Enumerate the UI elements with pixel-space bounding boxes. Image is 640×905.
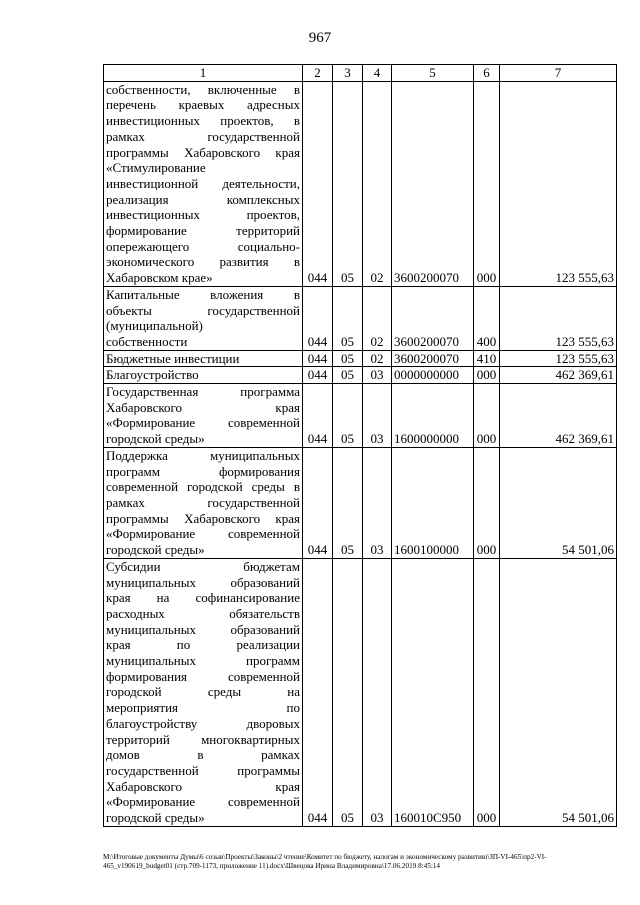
amount: 54 501,06 <box>500 558 617 826</box>
header-row <box>104 65 617 82</box>
target-article-code: 3600200070 <box>392 286 474 350</box>
description-line: инвестиционных проектов, в <box>106 113 300 129</box>
description-line: перечень краевых адресных <box>106 97 300 113</box>
header-col-7: 7 <box>500 65 617 82</box>
description-line: реализация комплексных <box>106 191 300 207</box>
row-description <box>104 558 303 826</box>
description-line: городской среды на <box>106 684 300 700</box>
ministry-code: 044 <box>303 81 333 286</box>
expense-type-code: 000 <box>474 367 500 384</box>
amount: 54 501,06 <box>500 447 617 558</box>
header-col-6: 6 <box>474 65 500 82</box>
description-line: Благоустройство <box>106 367 199 383</box>
description-line: городской среды» <box>106 542 205 558</box>
subsection-code: 02 <box>363 81 392 286</box>
row-description <box>104 81 303 286</box>
row-description <box>104 384 303 448</box>
description-line: объекты государственной <box>106 302 300 318</box>
header-col-5: 5 <box>392 65 474 82</box>
description-line: формирования современной <box>106 668 300 684</box>
row-description <box>104 286 303 350</box>
ministry-code: 044 <box>303 350 333 367</box>
target-article-code: 3600200070 <box>392 350 474 367</box>
section-code: 05 <box>333 447 363 558</box>
description-line: Капитальные вложения в <box>106 286 300 302</box>
target-article-code: 0000000000 <box>392 367 474 384</box>
section-code: 05 <box>333 384 363 448</box>
description-line: государственной программы <box>106 762 300 778</box>
description-line: Бюджетные инвестиции <box>106 350 240 366</box>
subsection-code: 03 <box>363 367 392 384</box>
target-article-code: 1600100000 <box>392 447 474 558</box>
section-code: 05 <box>333 558 363 826</box>
ministry-code: 044 <box>303 384 333 448</box>
amount: 123 555,63 <box>500 350 617 367</box>
description-line: (муниципальной) <box>106 318 203 334</box>
table-row <box>104 286 617 350</box>
description-line: муниципальных образований <box>106 621 300 637</box>
description-line: формирование территорий <box>106 223 300 239</box>
table-row <box>104 558 617 826</box>
description-line: собственности, включенные в <box>106 81 300 97</box>
target-article-code: 1600000000 <box>392 384 474 448</box>
table-row <box>104 350 617 367</box>
table-row <box>104 447 617 558</box>
subsection-code: 03 <box>363 384 392 448</box>
description-line: инвестиционных проектов, <box>106 207 300 223</box>
description-line: рамках государственной <box>106 128 300 144</box>
expense-type-code: 410 <box>474 350 500 367</box>
header-col-2: 2 <box>303 65 333 82</box>
description-line: «Формирование современной <box>106 794 300 810</box>
budget-table <box>103 64 617 827</box>
file-path-footer <box>103 853 618 871</box>
description-line: инвестиционной деятельности, <box>106 175 300 191</box>
description-line: Хабаровском крае» <box>106 270 213 286</box>
description-line: Субсидии бюджетам <box>106 558 300 574</box>
expense-type-code: 400 <box>474 286 500 350</box>
description-line: программы Хабаровского края <box>106 510 300 526</box>
subsection-code: 03 <box>363 447 392 558</box>
description-line: муниципальных образований <box>106 574 300 590</box>
table-row <box>104 367 617 384</box>
expense-type-code: 000 <box>474 558 500 826</box>
header-col-1: 1 <box>104 65 303 82</box>
section-code: 05 <box>333 367 363 384</box>
section-code: 05 <box>333 81 363 286</box>
description-line: рамках государственной <box>106 494 300 510</box>
expense-type-code: 000 <box>474 384 500 448</box>
description-line: Хабаровского края <box>106 399 300 415</box>
subsection-code: 03 <box>363 558 392 826</box>
description-line: Поддержка муниципальных <box>106 447 300 463</box>
header-col-3: 3 <box>333 65 363 82</box>
description-line: Хабаровского края <box>106 778 300 794</box>
expense-type-code: 000 <box>474 81 500 286</box>
header-col-4: 4 <box>363 65 392 82</box>
footer-line-2: 465_v190619_budget01 (стр.709-1173, приложение 11).docx\Швецова Ирина Владимировна\17.06.2019 8:45:14 <box>103 862 441 870</box>
amount: 123 555,63 <box>500 81 617 286</box>
description-line: городской среды» <box>106 810 205 826</box>
description-line: «Стимулирование <box>106 160 206 176</box>
description-line: края на софинансирование <box>106 590 300 606</box>
ministry-code: 044 <box>303 447 333 558</box>
row-description <box>104 367 303 384</box>
subsection-code: 02 <box>363 350 392 367</box>
description-line: муниципальных программ <box>106 653 300 669</box>
description-line: городской среды» <box>106 431 205 447</box>
row-description <box>104 350 303 367</box>
description-line: Государственная программа <box>106 384 300 400</box>
amount: 462 369,61 <box>500 384 617 448</box>
description-line: благоустройству дворовых <box>106 715 300 731</box>
page-number: 967 <box>308 30 332 46</box>
description-line: домов в рамках <box>106 747 300 763</box>
description-line: современной городской среды в <box>106 479 300 495</box>
section-code: 05 <box>333 286 363 350</box>
description-line: опережающего социально- <box>106 238 300 254</box>
table-row <box>104 81 617 286</box>
description-line: края по реализации <box>106 637 300 653</box>
description-line: «Формирование современной <box>106 415 300 431</box>
expense-type-code: 000 <box>474 447 500 558</box>
section-code: 05 <box>333 350 363 367</box>
description-line: собственности <box>106 333 188 349</box>
ministry-code: 044 <box>303 558 333 826</box>
target-article-code: 3600200070 <box>392 81 474 286</box>
ministry-code: 044 <box>303 367 333 384</box>
description-line: экономического развития в <box>106 254 300 270</box>
description-line: программ формирования <box>106 463 300 479</box>
description-line: мероприятия по <box>106 700 300 716</box>
target-article-code: 160010С950 <box>392 558 474 826</box>
table-row <box>104 384 617 448</box>
description-line: территорий многоквартирных <box>106 731 300 747</box>
description-line: расходных обязательств <box>106 605 300 621</box>
description-line: «Формирование современной <box>106 526 300 542</box>
amount: 123 555,63 <box>500 286 617 350</box>
footer-line-1: M:\Итоговые документы Думы\6 созыв\Проекты\Законы\2 чтение\Комитет по бюджету, налогам и экономическому развитию\ЗП-VI-465\пр2-VI- <box>103 853 547 861</box>
row-description <box>104 447 303 558</box>
amount: 462 369,61 <box>500 367 617 384</box>
subsection-code: 02 <box>363 286 392 350</box>
description-line: программы Хабаровского края <box>106 144 300 160</box>
ministry-code: 044 <box>303 286 333 350</box>
